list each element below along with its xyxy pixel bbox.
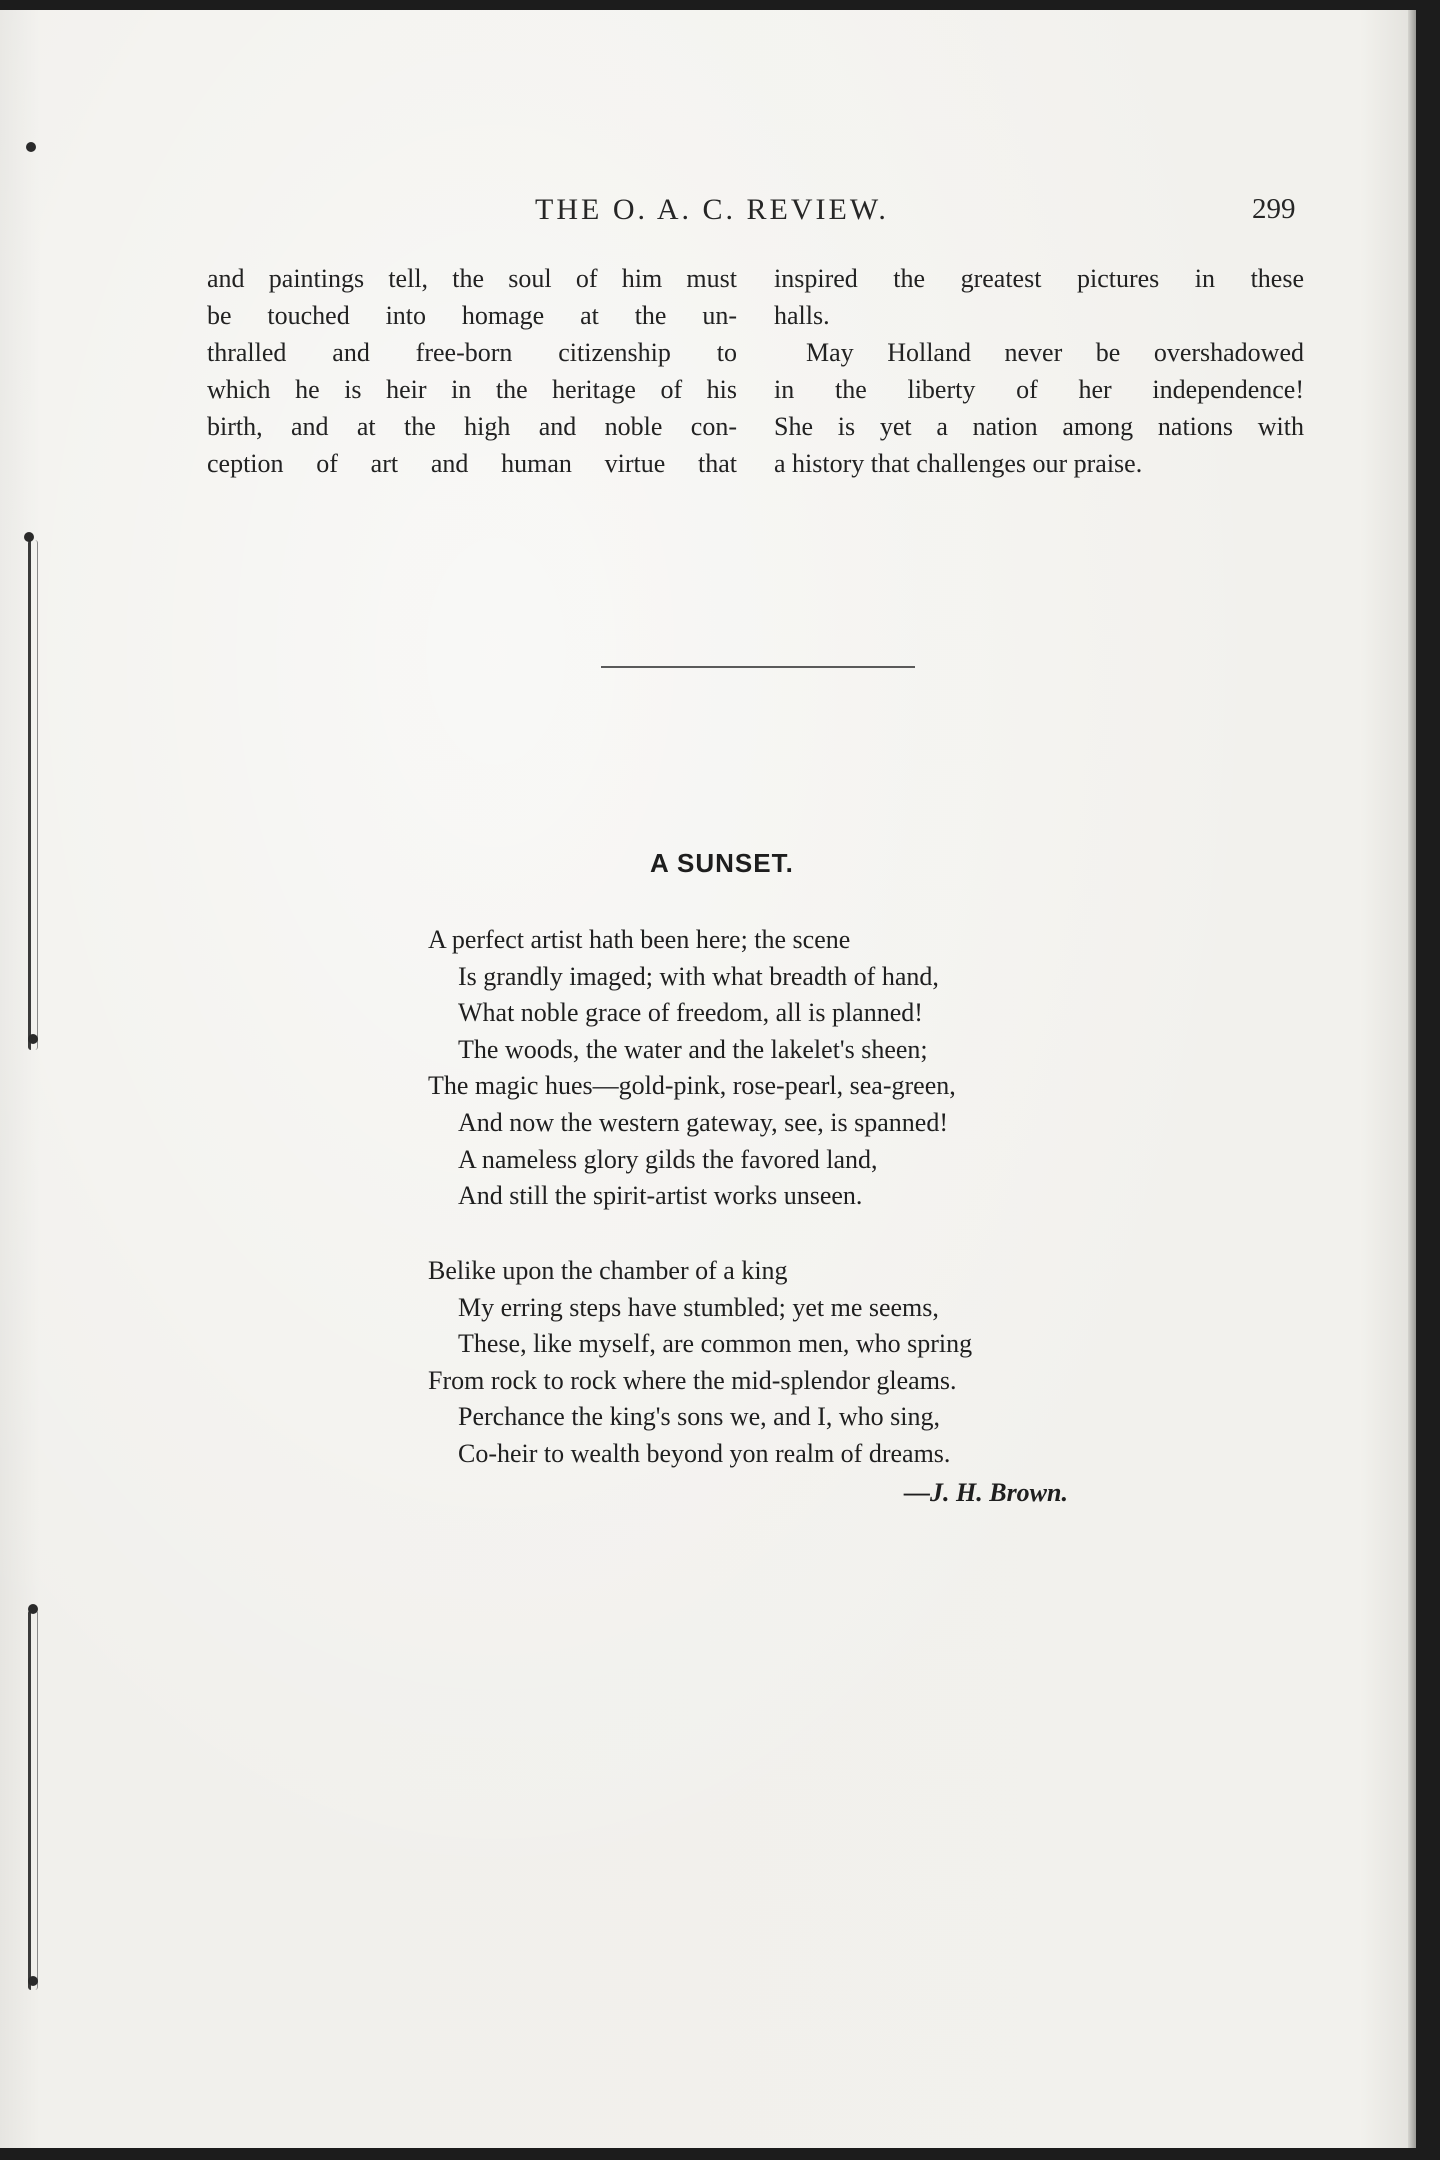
right-column-line: inspired the greatest pictures in these [774, 264, 1304, 293]
page-number: 299 [1252, 193, 1296, 225]
left-column-line: which he is heir in the heritage of his [207, 375, 737, 404]
right-column-line: a history that challenges our praise. [774, 449, 1143, 478]
page-edge [1408, 10, 1416, 2148]
poem-line: Is grandly imaged; with what breadth of hand, [458, 961, 939, 991]
poem-line: Co-heir to wealth beyond yon realm of dreams. [458, 1438, 951, 1468]
right-column-line: in the liberty of her independence! [774, 375, 1304, 404]
binding-thread-upper [28, 540, 38, 1050]
left-column [207, 260, 737, 482]
binding-thread-lower [28, 1610, 38, 1990]
right-column-paragraph-1 [774, 260, 1304, 334]
poem-line: And now the western gateway, see, is spanned! [458, 1107, 949, 1137]
poem-line: My erring steps have stumbled; yet me seems, [458, 1292, 939, 1322]
poem-title: A SUNSET. [650, 848, 794, 878]
poem-line: A perfect artist hath been here; the scene [428, 925, 851, 954]
poem-line: And still the spirit-artist works unseen. [458, 1181, 863, 1211]
section-divider-rule [601, 666, 915, 668]
left-column-line: thralled and free-born citizenship to [207, 338, 737, 367]
left-column-line: be touched into homage at the un- [207, 301, 737, 330]
left-column-line: and paintings tell, the soul of him must [207, 264, 737, 293]
poem-line: These, like myself, are common men, who spring [458, 1329, 973, 1359]
poem-line: Belike upon the chamber of a king [428, 1256, 788, 1285]
binding-hole-upper [24, 532, 34, 542]
poem-line: The woods, the water and the lakelet's sheen; [458, 1034, 928, 1064]
poem-line: What noble grace of freedom, all is planned! [458, 998, 923, 1028]
left-column-line: birth, and at the high and noble con- [207, 412, 737, 441]
binding-hole-bottom [28, 1976, 38, 1986]
right-column-paragraph-2 [774, 334, 1304, 482]
poem-stanza-1 [428, 922, 956, 1215]
poem-author-signature: —J. H. Brown. [904, 1478, 1068, 1507]
right-column-line: May Holland never be overshadowed [806, 338, 1304, 367]
right-column-line: halls. [774, 301, 830, 330]
binding-hole-lower [28, 1604, 38, 1614]
binding-hole-top [26, 142, 36, 152]
poem-line: From rock to rock where the mid-splendor gleams. [428, 1365, 957, 1395]
running-title: THE O. A. C. REVIEW. [535, 193, 889, 226]
binding-hole-middle [28, 1034, 38, 1044]
poem-stanza-2 [428, 1253, 972, 1473]
scanned-page [0, 10, 1416, 2148]
poem-line: Perchance the king's sons we, and I, who sing, [458, 1402, 940, 1432]
right-column-line: She is yet a nation among nations with [774, 412, 1304, 441]
right-column [774, 260, 1304, 482]
poem-line: A nameless glory gilds the favored land, [458, 1144, 878, 1174]
poem-line: The magic hues—gold-pink, rose-pearl, sea-green, [428, 1071, 956, 1101]
left-column-line: ception of art and human virtue that [207, 449, 737, 478]
